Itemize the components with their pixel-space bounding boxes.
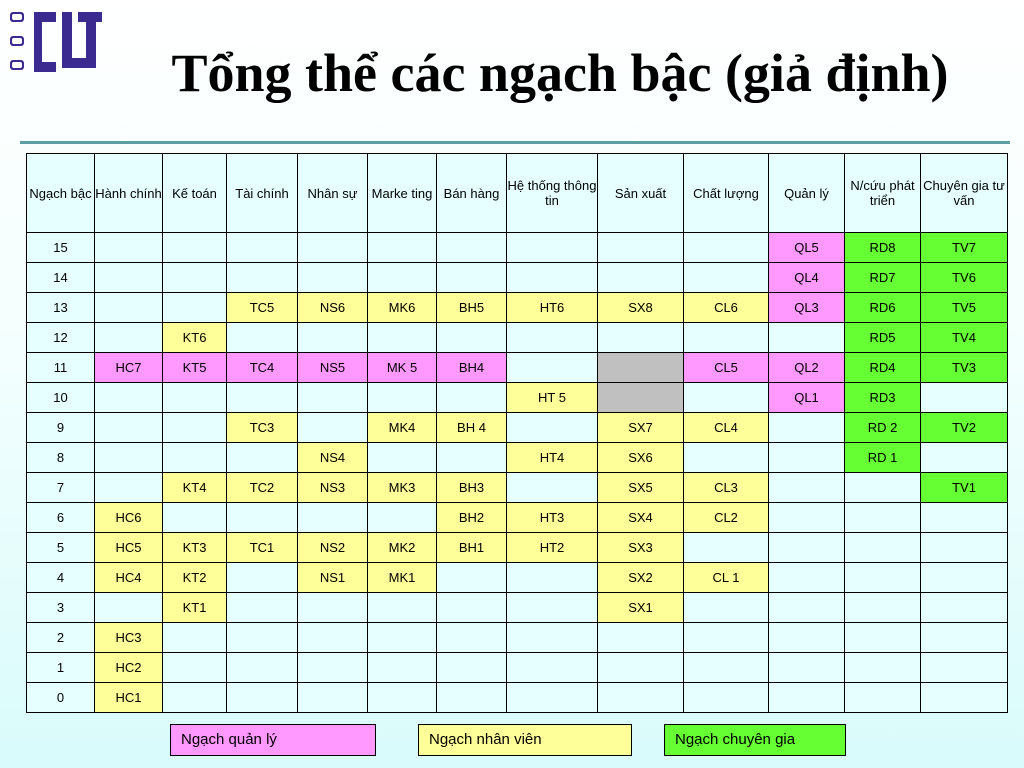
table-cell: QL5	[769, 233, 845, 263]
table-cell	[921, 533, 1008, 563]
table-cell	[298, 233, 368, 263]
table-cell	[507, 563, 598, 593]
table-cell	[163, 233, 227, 263]
table-cell	[368, 623, 437, 653]
table-cell: TV7	[921, 233, 1008, 263]
table-cell: RD8	[845, 233, 921, 263]
table-cell	[437, 623, 507, 653]
column-header: N/cứu phát triển	[845, 154, 921, 233]
table-cell: CL2	[684, 503, 769, 533]
grade-level-cell: 2	[27, 623, 95, 653]
table-cell	[368, 263, 437, 293]
table-cell	[921, 383, 1008, 413]
table-cell	[684, 323, 769, 353]
table-cell	[684, 653, 769, 683]
grade-level-cell: 4	[27, 563, 95, 593]
table-cell	[845, 653, 921, 683]
table-cell	[95, 443, 163, 473]
table-cell	[437, 263, 507, 293]
table-cell	[507, 593, 598, 623]
grade-level-cell: 8	[27, 443, 95, 473]
grade-level-cell: 12	[27, 323, 95, 353]
table-cell	[921, 443, 1008, 473]
table-cell	[95, 293, 163, 323]
table-cell	[298, 653, 368, 683]
table-cell	[298, 623, 368, 653]
table-cell	[298, 593, 368, 623]
table-cell	[163, 623, 227, 653]
table-cell: NS6	[298, 293, 368, 323]
table-row	[27, 353, 1008, 383]
table-cell	[95, 383, 163, 413]
table-cell	[227, 383, 298, 413]
table-cell: KT3	[163, 533, 227, 563]
grade-table	[26, 153, 1008, 713]
table-cell	[684, 233, 769, 263]
table-cell: SX1	[598, 593, 684, 623]
table-cell	[163, 443, 227, 473]
table-cell: TV3	[921, 353, 1008, 383]
table-cell	[368, 683, 437, 713]
table-cell: KT6	[163, 323, 227, 353]
table-cell	[507, 263, 598, 293]
table-cell	[598, 233, 684, 263]
column-header: Chất lượng	[684, 154, 769, 233]
table-cell	[507, 323, 598, 353]
table-cell	[163, 293, 227, 323]
table-cell	[507, 683, 598, 713]
table-cell: HC3	[95, 623, 163, 653]
table-cell	[95, 593, 163, 623]
table-cell: HC4	[95, 563, 163, 593]
table-cell: BH2	[437, 503, 507, 533]
column-header: Hệ thống thông tin	[507, 154, 598, 233]
table-cell	[163, 653, 227, 683]
table-cell	[163, 383, 227, 413]
table-cell	[769, 533, 845, 563]
table-cell: MK 5	[368, 353, 437, 383]
table-cell	[227, 233, 298, 263]
table-cell: RD 1	[845, 443, 921, 473]
table-row	[27, 623, 1008, 653]
table-cell	[769, 413, 845, 443]
table-cell	[845, 623, 921, 653]
table-cell	[769, 683, 845, 713]
table-cell	[684, 383, 769, 413]
table-cell	[298, 263, 368, 293]
table-cell: TC1	[227, 533, 298, 563]
table-cell: MK3	[368, 473, 437, 503]
table-cell: TC4	[227, 353, 298, 383]
company-logo-icon	[6, 6, 106, 80]
table-cell: TV2	[921, 413, 1008, 443]
table-cell	[298, 683, 368, 713]
grade-level-cell: 9	[27, 413, 95, 443]
table-cell	[769, 563, 845, 593]
table-cell: QL4	[769, 263, 845, 293]
table-cell: NS3	[298, 473, 368, 503]
grade-level-cell: 7	[27, 473, 95, 503]
table-cell	[921, 563, 1008, 593]
table-cell	[684, 443, 769, 473]
table-row	[27, 503, 1008, 533]
table-cell	[845, 683, 921, 713]
table-cell: TV5	[921, 293, 1008, 323]
table-cell	[769, 503, 845, 533]
table-cell	[368, 233, 437, 263]
table-cell: CL3	[684, 473, 769, 503]
table-cell	[769, 623, 845, 653]
table-cell: BH3	[437, 473, 507, 503]
table-cell	[227, 443, 298, 473]
table-cell: SX8	[598, 293, 684, 323]
table-cell	[684, 593, 769, 623]
table-cell	[845, 503, 921, 533]
table-cell	[368, 443, 437, 473]
column-header: Hành chính	[95, 154, 163, 233]
table-cell	[227, 263, 298, 293]
table-cell: BH4	[437, 353, 507, 383]
table-cell	[437, 233, 507, 263]
table-cell	[598, 653, 684, 683]
column-header: Kế toán	[163, 154, 227, 233]
title-divider	[20, 141, 1010, 144]
legend-employee: Ngạch nhân viên	[418, 724, 632, 756]
grade-level-cell: 11	[27, 353, 95, 383]
table-cell	[507, 353, 598, 383]
table-cell	[368, 653, 437, 683]
grade-level-cell: 10	[27, 383, 95, 413]
table-cell: HT3	[507, 503, 598, 533]
table-cell: RD3	[845, 383, 921, 413]
table-cell	[769, 593, 845, 623]
table-cell: SX4	[598, 503, 684, 533]
table-cell	[598, 263, 684, 293]
table-cell	[227, 623, 298, 653]
table-cell: SX5	[598, 473, 684, 503]
table-cell	[368, 323, 437, 353]
table-cell: KT2	[163, 563, 227, 593]
table-cell	[921, 623, 1008, 653]
table-cell: KT4	[163, 473, 227, 503]
grade-level-cell: 13	[27, 293, 95, 323]
table-cell	[684, 533, 769, 563]
table-cell: HT4	[507, 443, 598, 473]
table-cell: HC1	[95, 683, 163, 713]
table-cell: TV6	[921, 263, 1008, 293]
table-cell	[95, 473, 163, 503]
table-cell	[598, 623, 684, 653]
table-cell	[368, 383, 437, 413]
table-cell: SX7	[598, 413, 684, 443]
table-cell: SX3	[598, 533, 684, 563]
table-cell: BH1	[437, 533, 507, 563]
column-header: Sản xuất	[598, 154, 684, 233]
table-cell	[845, 563, 921, 593]
table-row	[27, 563, 1008, 593]
table-cell	[507, 413, 598, 443]
table-row	[27, 323, 1008, 353]
table-cell: CL6	[684, 293, 769, 323]
table-cell: KT5	[163, 353, 227, 383]
table-cell	[163, 503, 227, 533]
table-cell: RD7	[845, 263, 921, 293]
table-cell: HT2	[507, 533, 598, 563]
table-cell	[507, 623, 598, 653]
table-cell: RD4	[845, 353, 921, 383]
table-cell	[437, 563, 507, 593]
table-cell: TV1	[921, 473, 1008, 503]
table-cell	[507, 233, 598, 263]
grade-level-cell: 1	[27, 653, 95, 683]
table-cell	[227, 563, 298, 593]
table-cell: NS5	[298, 353, 368, 383]
table-cell: CL4	[684, 413, 769, 443]
table-cell: QL2	[769, 353, 845, 383]
table-cell	[437, 683, 507, 713]
table-cell	[95, 233, 163, 263]
legend-manager: Ngạch quản lý	[170, 724, 376, 756]
table-cell: HC7	[95, 353, 163, 383]
table-cell: NS1	[298, 563, 368, 593]
table-cell	[95, 413, 163, 443]
table-row	[27, 443, 1008, 473]
table-cell	[598, 353, 684, 383]
table-cell: MK6	[368, 293, 437, 323]
table-cell: SX2	[598, 563, 684, 593]
column-header: Ngạch bậc	[27, 154, 95, 233]
table-cell	[598, 323, 684, 353]
table-cell	[845, 473, 921, 503]
table-cell: HT6	[507, 293, 598, 323]
table-cell	[437, 653, 507, 683]
table-cell	[769, 653, 845, 683]
table-cell: QL3	[769, 293, 845, 323]
table-cell: NS4	[298, 443, 368, 473]
table-cell	[437, 593, 507, 623]
table-cell	[163, 263, 227, 293]
table-cell: RD6	[845, 293, 921, 323]
table-cell	[298, 383, 368, 413]
grade-level-cell: 14	[27, 263, 95, 293]
table-row	[27, 413, 1008, 443]
table-cell	[845, 533, 921, 563]
table-cell	[163, 683, 227, 713]
table-cell	[921, 683, 1008, 713]
column-header: Tài chính	[227, 154, 298, 233]
table-cell	[921, 503, 1008, 533]
table-cell	[769, 443, 845, 473]
table-cell	[921, 593, 1008, 623]
table-cell	[769, 323, 845, 353]
grade-level-cell: 5	[27, 533, 95, 563]
table-row	[27, 233, 1008, 263]
table-cell: MK4	[368, 413, 437, 443]
table-cell: MK2	[368, 533, 437, 563]
table-cell: BH 4	[437, 413, 507, 443]
table-cell	[95, 263, 163, 293]
table-cell: TC3	[227, 413, 298, 443]
table-cell	[298, 323, 368, 353]
table-cell: QL1	[769, 383, 845, 413]
table-cell	[437, 323, 507, 353]
table-cell	[227, 683, 298, 713]
legend-expert: Ngạch chuyên gia	[664, 724, 846, 756]
table-cell	[227, 323, 298, 353]
table-cell	[437, 443, 507, 473]
table-cell	[598, 683, 684, 713]
table-cell	[163, 413, 227, 443]
table-row	[27, 533, 1008, 563]
table-cell	[684, 263, 769, 293]
grade-level-cell: 15	[27, 233, 95, 263]
column-header: Quản lý	[769, 154, 845, 233]
table-cell	[769, 473, 845, 503]
table-cell: TV4	[921, 323, 1008, 353]
table-row	[27, 473, 1008, 503]
table-row	[27, 293, 1008, 323]
table-cell: TC5	[227, 293, 298, 323]
table-cell	[368, 593, 437, 623]
table-row	[27, 383, 1008, 413]
column-header: Marke ting	[368, 154, 437, 233]
page-title: Tổng thể các ngạch bậc (giả định)	[171, 43, 949, 103]
table-row	[27, 593, 1008, 623]
column-header: Nhân sự	[298, 154, 368, 233]
table-cell	[227, 593, 298, 623]
table-cell	[95, 323, 163, 353]
table-cell	[684, 683, 769, 713]
table-cell	[227, 653, 298, 683]
table-row	[27, 263, 1008, 293]
table-cell: BH5	[437, 293, 507, 323]
column-header: Bán hàng	[437, 154, 507, 233]
table-header-row	[27, 154, 1008, 233]
grade-level-cell: 0	[27, 683, 95, 713]
column-header: Chuyên gia tư vấn	[921, 154, 1008, 233]
table-cell	[437, 383, 507, 413]
table-cell: CL 1	[684, 563, 769, 593]
table-cell: RD 2	[845, 413, 921, 443]
table-cell	[507, 653, 598, 683]
table-cell: RD5	[845, 323, 921, 353]
table-cell	[298, 503, 368, 533]
grade-level-cell: 6	[27, 503, 95, 533]
table-cell	[598, 383, 684, 413]
table-row	[27, 653, 1008, 683]
table-row	[27, 683, 1008, 713]
table-cell: CL5	[684, 353, 769, 383]
table-cell	[684, 623, 769, 653]
table-cell: HC2	[95, 653, 163, 683]
table-cell: HC5	[95, 533, 163, 563]
table-cell	[921, 653, 1008, 683]
table-cell	[507, 473, 598, 503]
table-cell: HT 5	[507, 383, 598, 413]
table-cell: MK1	[368, 563, 437, 593]
table-cell: KT1	[163, 593, 227, 623]
table-cell	[368, 503, 437, 533]
table-cell: TC2	[227, 473, 298, 503]
grade-level-cell: 3	[27, 593, 95, 623]
table-cell	[845, 593, 921, 623]
table-cell	[298, 413, 368, 443]
table-cell: HC6	[95, 503, 163, 533]
table-cell: NS2	[298, 533, 368, 563]
table-cell: SX6	[598, 443, 684, 473]
table-cell	[227, 503, 298, 533]
